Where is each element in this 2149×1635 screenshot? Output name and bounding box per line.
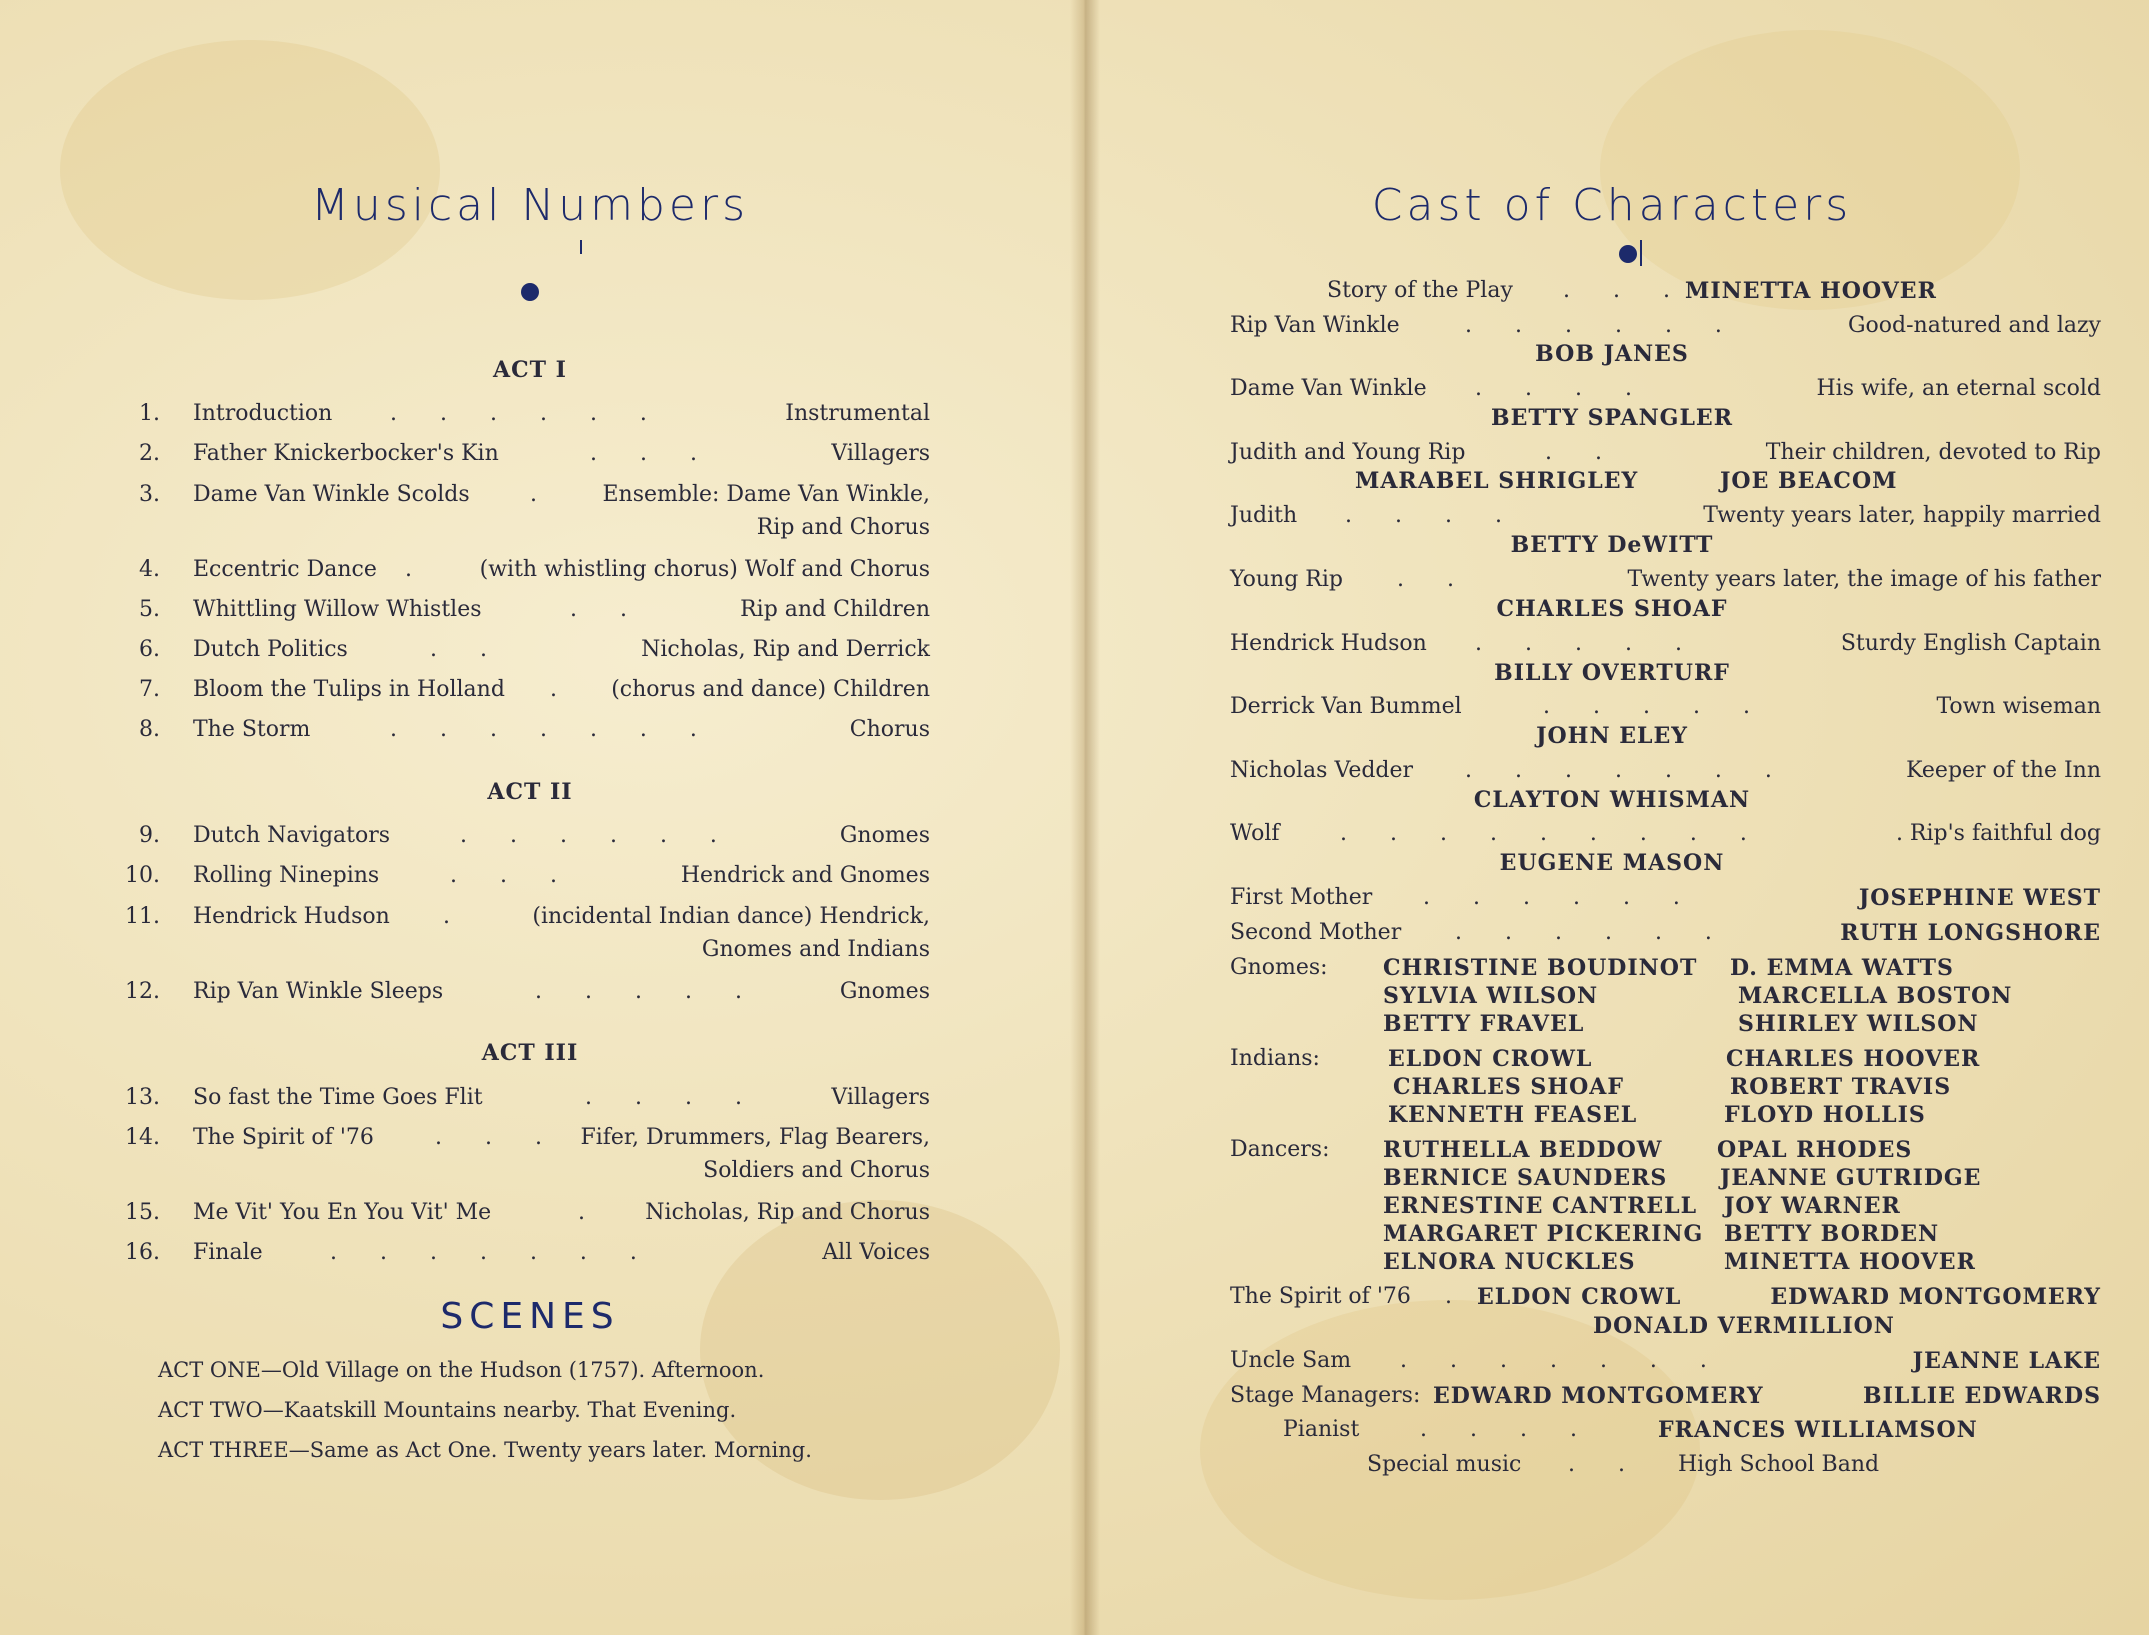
number-performers: Hendrick and Gnomes (680, 863, 930, 888)
leader-dots: . . . . . . . (330, 1240, 655, 1265)
special-music-name: High School Band (1678, 1452, 1880, 1477)
story-label: Story of the Play (1327, 278, 1513, 303)
role-actor: BILLY OVERTURF (1494, 660, 1730, 686)
spirit-dot: . (1445, 1284, 1452, 1309)
leader-dots: . . . (590, 441, 715, 466)
gnomes-label: Gnomes: (1230, 955, 1328, 980)
number-title: Rolling Ninepins (193, 863, 380, 888)
title-ornament-dot (1619, 245, 1637, 263)
number-performers: Gnomes (839, 823, 930, 848)
number-title: Rip Van Winkle Sleeps (193, 979, 444, 1004)
leader-dots: . . . . . . . (1400, 1348, 1725, 1373)
leader-dots: . . . . . . (1465, 313, 1740, 338)
spirit-name: EDWARD MONTGOMERY (1770, 1284, 2101, 1310)
number-performers: Rip and Children (740, 597, 930, 622)
role-description: . Rip's faithful dog (1895, 821, 2101, 846)
indian-name: CHARLES HOOVER (1726, 1046, 1981, 1072)
leader-dots: . . (1568, 1452, 1643, 1477)
act-heading: ACT III (481, 1040, 579, 1066)
first-mother-actor: JOSEPHINE WEST (1858, 885, 2101, 911)
number-performers: Instrumental (785, 401, 930, 426)
leader-dots: . (550, 677, 575, 702)
number-index: 13. (125, 1085, 160, 1110)
number-performers: (with whistling chorus) Wolf and Chorus (479, 557, 930, 582)
role-description: Town wiseman (1936, 694, 2101, 719)
number-performers: Villagers (831, 1085, 930, 1110)
number-index: 3. (139, 482, 160, 507)
indian-name: ELDON CROWL (1388, 1046, 1593, 1072)
cast-of-characters-title: Cast of Characters (1371, 180, 1853, 231)
dancer-name: OPAL RHODES (1717, 1137, 1913, 1163)
scenes-title: SCENES (440, 1296, 620, 1337)
role-name: Young Rip (1230, 567, 1343, 592)
spirit-label: The Spirit of '76 (1230, 1284, 1411, 1309)
act-heading: ACT II (487, 779, 573, 805)
number-title: Bloom the Tulips in Holland (193, 677, 505, 702)
second-mother-role: Second Mother (1230, 920, 1402, 945)
number-performers: Gnomes (839, 979, 930, 1004)
number-index: 15. (125, 1200, 160, 1225)
spirit-name: ELDON CROWL (1477, 1284, 1682, 1310)
leader-dots: . . . . . (1475, 631, 1700, 656)
leader-dots: . . (1397, 567, 1472, 592)
role-actor: BOB JANES (1535, 341, 1689, 367)
dancer-name: BERNICE SAUNDERS (1383, 1165, 1668, 1191)
indians-label: Indians: (1230, 1046, 1320, 1071)
role-description: Sturdy English Captain (1840, 631, 2101, 656)
number-title: Introduction (193, 401, 333, 426)
number-performers: Ensemble: Dame Van Winkle, (602, 482, 930, 507)
scene-act-three: ACT THREE—Same as Act One. Twenty years later. Morning. (158, 1438, 812, 1462)
gnome-name: BETTY FRAVEL (1383, 1011, 1585, 1037)
act-heading: ACT I (493, 357, 567, 383)
musical-numbers-title: Musical Numbers (310, 180, 750, 231)
leader-dots: . . . . . (1543, 694, 1768, 719)
number-performers: All Voices (822, 1240, 930, 1265)
leader-dots: . . . . (585, 1085, 760, 1110)
number-index: 5. (139, 597, 160, 622)
leader-dots: . (530, 482, 555, 507)
role-description: His wife, an eternal scold (1816, 376, 2101, 401)
title-ornament-tick (1640, 240, 1642, 266)
scene-act-two: ACT TWO—Kaatskill Mountains nearby. That Evening. (158, 1398, 737, 1422)
leader-dots: . . . . (1475, 376, 1650, 401)
gnome-name: MARCELLA BOSTON (1738, 983, 2013, 1009)
stage-managers-label: Stage Managers: (1230, 1383, 1421, 1408)
number-index: 7. (139, 677, 160, 702)
dancer-name: ERNESTINE CANTRELL (1383, 1193, 1698, 1219)
number-title: Hendrick Hudson (193, 904, 390, 929)
role-actor-second: JOE BEACOM (1720, 468, 1898, 494)
role-name: Judith and Young Rip (1230, 440, 1466, 465)
number-index: 11. (125, 904, 160, 929)
indian-name: CHARLES SHOAF (1393, 1074, 1624, 1100)
number-title: The Storm (193, 717, 311, 742)
number-index: 6. (139, 637, 160, 662)
role-actor: CHARLES SHOAF (1496, 596, 1728, 622)
role-name: Rip Van Winkle (1230, 313, 1400, 338)
indian-name: FLOYD HOLLIS (1724, 1102, 1926, 1128)
stage-manager-name: BILLIE EDWARDS (1862, 1383, 2101, 1409)
dancer-name: JEANNE GUTRIDGE (1720, 1165, 1982, 1191)
number-performers: Villagers (831, 441, 930, 466)
role-actor: JOHN ELEY (1536, 723, 1688, 749)
title-ornament-dot (521, 283, 539, 301)
role-name: Derrick Van Bummel (1230, 694, 1462, 719)
number-index: 2. (139, 441, 160, 466)
number-index: 9. (139, 823, 160, 848)
number-title: Finale (193, 1240, 263, 1265)
role-actor: BETTY SPANGLER (1490, 405, 1733, 431)
number-performers: Nicholas, Rip and Chorus (645, 1200, 930, 1225)
second-mother-actor: RUTH LONGSHORE (1840, 920, 2101, 946)
leader-dots: . (405, 557, 430, 582)
leader-dots: . (578, 1200, 603, 1225)
leader-dots: . . . . . . . . . (1340, 821, 1765, 846)
leader-dots: . . . . . . . (390, 717, 715, 742)
dancer-name: MARGARET PICKERING (1383, 1221, 1704, 1247)
leader-dots: . . (570, 597, 645, 622)
number-performers-continued: Rip and Chorus (756, 515, 930, 540)
leader-dots: . . . (1563, 278, 1688, 303)
role-actor: BETTY DeWITT (1510, 532, 1714, 558)
number-title: So fast the Time Goes Flit (193, 1085, 483, 1110)
role-actor: CLAYTON WHISMAN (1473, 787, 1751, 813)
number-performers: Fifer, Drummers, Flag Bearers, (580, 1125, 930, 1150)
role-name: Wolf (1230, 821, 1280, 846)
number-performers-continued: Gnomes and Indians (701, 937, 930, 962)
pianist-label: Pianist (1283, 1417, 1360, 1442)
leader-dots: . . . . (1420, 1417, 1595, 1442)
number-performers: Chorus (849, 717, 930, 742)
number-performers: (incidental Indian dance) Hendrick, (532, 904, 930, 929)
number-index: 16. (125, 1240, 160, 1265)
role-name: Hendrick Hudson (1230, 631, 1427, 656)
number-title: Me Vit' You En You Vit' Me (193, 1200, 492, 1225)
title-ornament-tick (580, 240, 582, 254)
leader-dots: . . . . . . . (1465, 758, 1790, 783)
number-title: Dutch Navigators (193, 823, 391, 848)
role-name: Dame Van Winkle (1230, 376, 1427, 401)
leader-dots: . . . . . . (1455, 920, 1730, 945)
number-title: The Spirit of '76 (193, 1125, 374, 1150)
gnome-name: SYLVIA WILSON (1383, 983, 1599, 1009)
role-description: Good-natured and lazy (1847, 313, 2101, 338)
indian-name: ROBERT TRAVIS (1730, 1074, 1952, 1100)
leader-dots: . . . . . . (390, 401, 665, 426)
leader-dots: . . . . . . (1423, 885, 1698, 910)
dancer-name: MINETTA HOOVER (1724, 1249, 1976, 1275)
indian-name: KENNETH FEASEL (1388, 1102, 1638, 1128)
story-author: MINETTA HOOVER (1685, 278, 1937, 304)
uncle-sam-actor: JEANNE LAKE (1912, 1348, 2101, 1374)
spirit-name: DONALD VERMILLION (1593, 1313, 1895, 1339)
special-music-label: Special music (1367, 1452, 1522, 1477)
right-page (1075, 0, 2149, 1635)
number-title: Whittling Willow Whistles (193, 597, 482, 622)
role-name: Judith (1230, 503, 1298, 528)
leader-dots: . . . . (1345, 503, 1520, 528)
dancer-name: ELNORA NUCKLES (1383, 1249, 1636, 1275)
number-index: 14. (125, 1125, 160, 1150)
dancer-name: JOY WARNER (1724, 1193, 1901, 1219)
leader-dots: . . (1545, 440, 1620, 465)
role-actor: MARABEL SHRIGLEY (1355, 468, 1639, 494)
gnome-name: CHRISTINE BOUDINOT (1383, 955, 1698, 981)
role-description: Twenty years later, happily married (1703, 503, 2101, 528)
dancer-name: RUTHELLA BEDDOW (1383, 1137, 1663, 1163)
leader-dots: . (443, 904, 468, 929)
leader-dots: . . . (450, 863, 575, 888)
number-index: 12. (125, 979, 160, 1004)
number-title: Father Knickerbocker's Kin (193, 441, 499, 466)
number-title: Dame Van Winkle Scolds (193, 482, 470, 507)
role-actor: EUGENE MASON (1499, 850, 1725, 876)
leader-dots: . . . (435, 1125, 560, 1150)
number-index: 4. (139, 557, 160, 582)
leader-dots: . . (430, 637, 505, 662)
number-index: 8. (139, 717, 160, 742)
number-performers: Nicholas, Rip and Derrick (641, 637, 930, 662)
first-mother-role: First Mother (1230, 885, 1373, 910)
dancers-label: Dancers: (1230, 1137, 1330, 1162)
number-title: Dutch Politics (193, 637, 348, 662)
leader-dots: . . . . . . (460, 823, 735, 848)
uncle-sam-role: Uncle Sam (1230, 1348, 1352, 1373)
gnome-name: SHIRLEY WILSON (1738, 1011, 1979, 1037)
role-description: Keeper of the Inn (1906, 758, 2101, 783)
role-name: Nicholas Vedder (1230, 758, 1414, 783)
scene-act-one: ACT ONE—Old Village on the Hudson (1757). Afternoon. (158, 1358, 765, 1382)
gnome-name: D. EMMA WATTS (1730, 955, 1954, 981)
number-performers: (chorus and dance) Children (611, 677, 930, 702)
number-index: 10. (125, 863, 160, 888)
stage-manager-name: EDWARD MONTGOMERY (1433, 1383, 1764, 1409)
number-index: 1. (139, 401, 160, 426)
number-title: Eccentric Dance (193, 557, 377, 582)
role-description: Their children, devoted to Rip (1765, 440, 2101, 465)
number-performers-continued: Soldiers and Chorus (703, 1158, 930, 1183)
dancer-name: BETTY BORDEN (1724, 1221, 1940, 1247)
role-description: Twenty years later, the image of his father (1627, 567, 2101, 592)
leader-dots: . . . . . (535, 979, 760, 1004)
pianist-name: FRANCES WILLIAMSON (1658, 1417, 1978, 1443)
